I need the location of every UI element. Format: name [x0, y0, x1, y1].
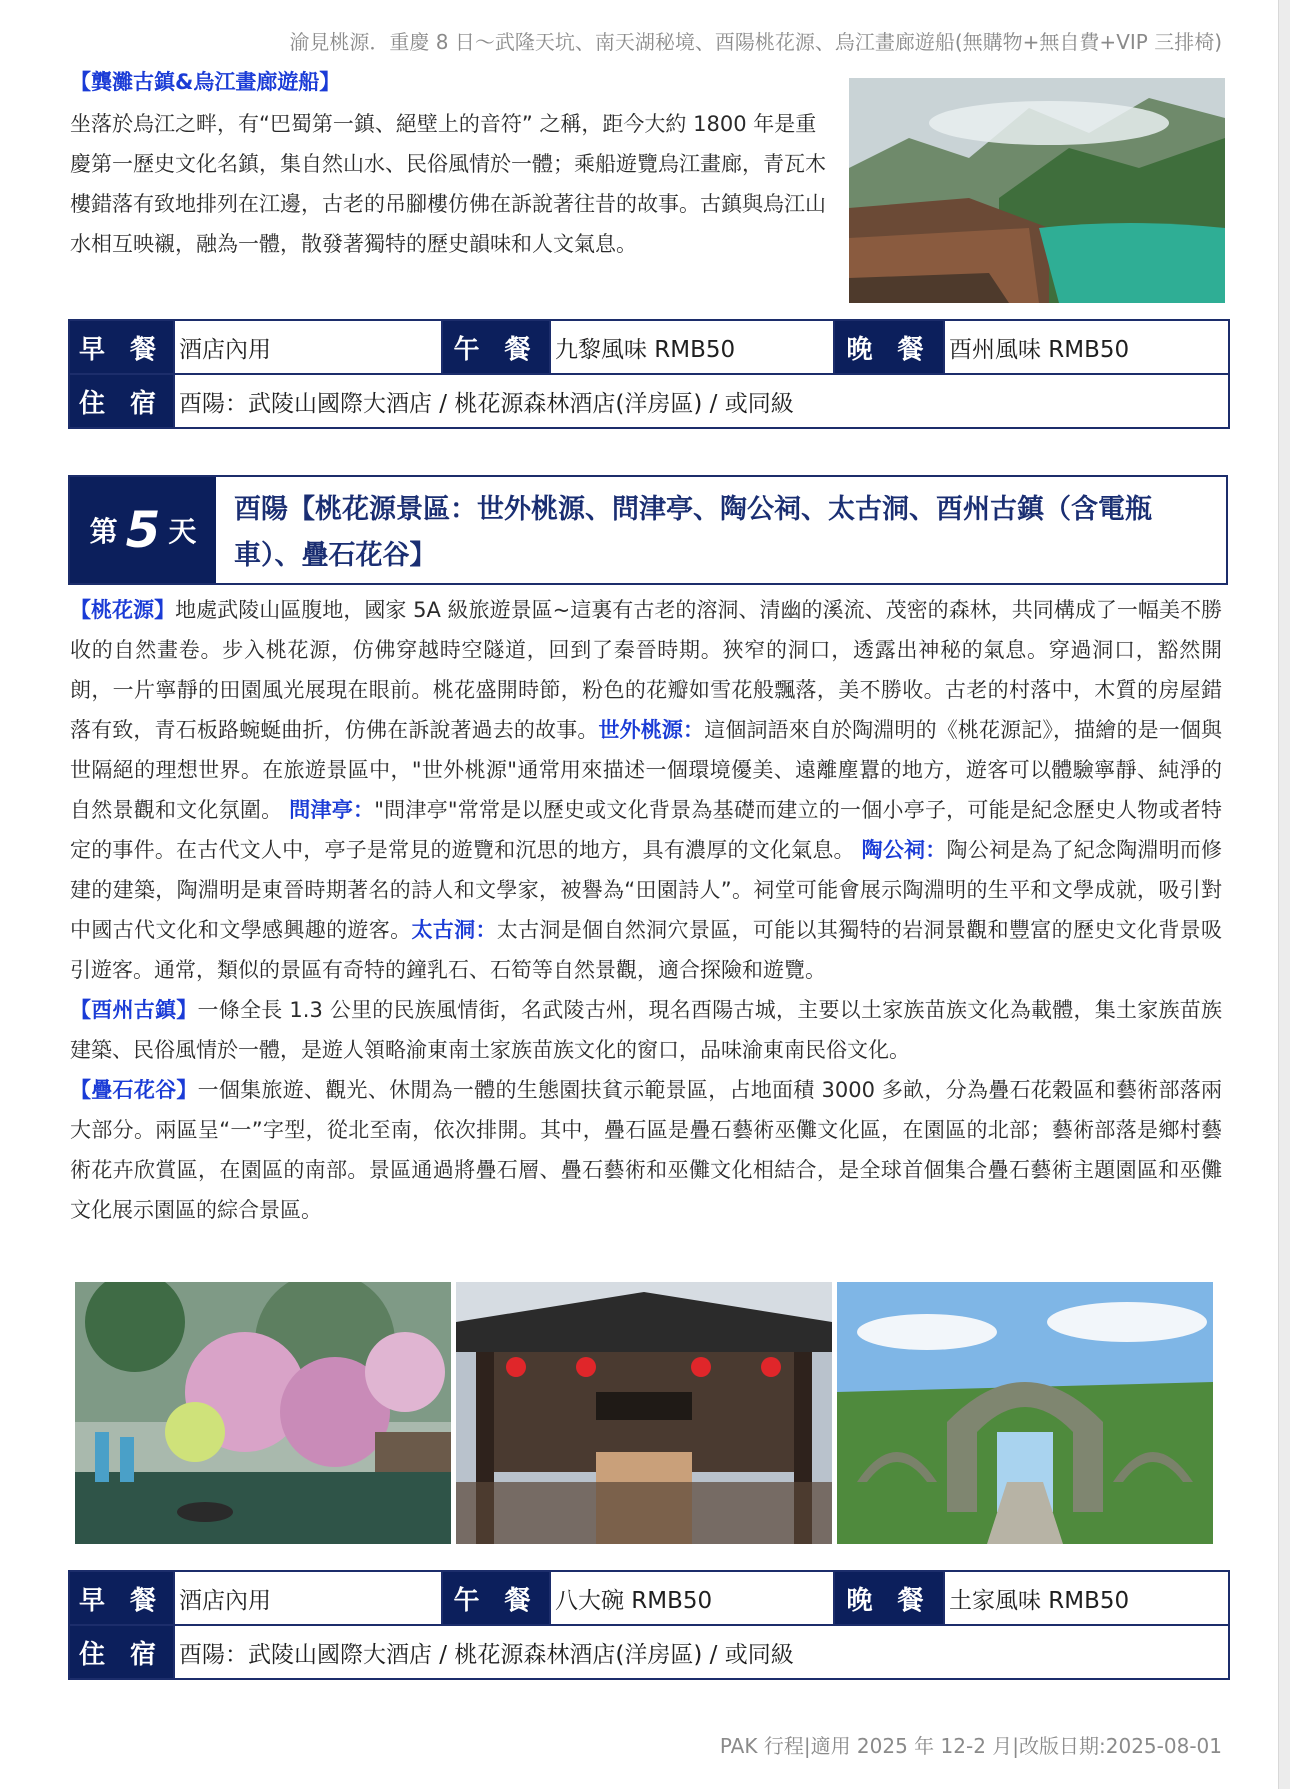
breakfast-value: 酒店內用 — [174, 1571, 442, 1625]
label-youzhou: 【酉州古鎮】 — [70, 998, 198, 1022]
lunch-label: 午 餐 — [442, 320, 550, 374]
label-taogong: 陶公祠： — [861, 838, 947, 862]
section-text-gongtan: 坐落於烏江之畔，有“巴蜀第一鎮、絕壁上的音符” 之稱，距今大約 1800 年是重慶第一歷史文化名鎮，集自然山水、民俗風情於一體；乘船遊覽烏江畫廊，青瓦木樓錯落有致地排列在江邊，古老的吊腳樓仿佛在訴說著往昔的故事。古鎮與烏江山水相互映襯，融為一體，散發著獨特的歷史韻味和人文氣息。 — [70, 112, 826, 256]
text-taohuayuan: 地處武陵山區腹地，國家 5A 級旅遊景區~這裏有古老的溶洞、清幽的溪流、茂密的森林，共同構成了一幅美不勝收的自然畫卷。步入桃花源，仿佛穿越時空隧道，回到了秦晉時期。狹窄的洞口，透露出神秘的氣息。穿過洞口，豁然開朗，一片寧靜的田園風光展現在眼前。桃花盛開時節，粉色的花瓣如雪花般飄落，美不勝收。古老的村落中，木質的房屋錯落有致，青石板路蜿蜒曲折，仿佛在訴說著過去的故事。 — [70, 598, 1222, 742]
page-header: 渝見桃源．重慶 8 日～武隆天坑、南天湖秘境、酉陽桃花源、烏江畫廊遊船(無購物+無自費+VIP 三排椅) — [289, 30, 1222, 54]
label-wenjin: 問津亭： — [289, 798, 375, 822]
day-suffix: 天 — [168, 515, 197, 548]
paragraph-taohuayuan — [70, 590, 1222, 990]
label-taohuayuan: 【桃花源】 — [70, 598, 176, 622]
lodging-value: 酉陽：武陵山國際大酒店 / 桃花源森林酒店(洋房區) / 或同級 — [174, 374, 1229, 428]
day-prefix: 第 — [89, 515, 118, 548]
lunch-label: 午 餐 — [442, 1571, 550, 1625]
page-footer: PAK 行程|適用 2025 年 12-2 月|改版日期:2025-08-01 — [719, 1734, 1222, 1758]
day-badge — [70, 477, 216, 583]
day-number: 5 — [125, 501, 161, 559]
breakfast-value: 酒店內用 — [174, 320, 442, 374]
dinner-label: 晚 餐 — [834, 320, 944, 374]
paragraph-youzhou — [70, 990, 1222, 1070]
dinner-label: 晚 餐 — [834, 1571, 944, 1625]
label-shiwai: 世外桃源： — [598, 718, 705, 742]
label-dieshi: 【疊石花谷】 — [70, 1078, 198, 1102]
photo-peach-blossoms — [75, 1282, 451, 1544]
text-taigu: 太古洞是個自然洞穴景區，可能以其獨特的岩洞景觀和豐富的歷史文化背景吸引遊客。通常，類似的景區有奇特的鐘乳石、石筍等自然景觀，適合探險和遊覽。 — [70, 918, 1223, 982]
dinner-value: 酉州風味 RMB50 — [944, 320, 1229, 374]
text-dieshi: 一個集旅遊、觀光、休閒為一體的生態園扶貧示範景區，占地面積 3000 多畝，分為疊石花穀區和藝術部落兩大部分。兩區呈“一”字型，從北至南，依次排開。其中，疊石區是疊石藝術巫儺文化區，在園區的北部；藝術部落是鄉村藝術花卉欣賞區，在園區的南部。景區通過將疊石層、疊石藝術和巫儺文化相結合，是全球首個集合疊石藝術主題園區和巫儺文化展示園區的綜合景區。 — [70, 1078, 1222, 1222]
lodging-label: 住 宿 — [69, 374, 174, 428]
breakfast-label: 早 餐 — [69, 1571, 174, 1625]
text-wenjin: "問津亭"常常是以歷史或文化背景為基礎而建立的一個小亭子，可能是紀念歷史人物或者特定的事件。在古代文人中，亭子是常見的遊覽和沉思的地方，具有濃厚的文化氣息。 — [70, 798, 1223, 862]
day-title: 酉陽【桃花源景區：世外桃源、問津亭、陶公祠、太古洞、酉州古鎮（含電瓶車）、疊石花谷】 — [234, 494, 1152, 571]
day-description — [70, 590, 1222, 1230]
text-shiwai: 這個詞語來自於陶淵明的《桃花源記》，描繪的是一個與世隔絕的理想世界。在旅遊景區中，"世外桃源"通常用來描述一個環境優美、遠離塵囂的地方，遊客可以體驗寧靜、純淨的自然景觀和文化氛圍。 — [70, 718, 1223, 822]
lunch-value: 九黎風味 RMB50 — [550, 320, 834, 374]
day-header — [68, 475, 1228, 585]
text-youzhou: 一條全長 1.3 公里的民族風情街，名武陵古州，現名酉陽古城，主要以土家族苗族文化為載體，集土家族苗族建築、民俗風情於一體，是遊人領略渝東南土家族苗族文化的窗口，品味渝東南民俗文化。 — [70, 998, 1222, 1062]
photo-gongtan-town — [849, 78, 1225, 303]
meal-table-day5 — [68, 1570, 1230, 1680]
section-heading-gongtan: 【龔灘古鎮&烏江畫廊遊船】 — [70, 70, 341, 94]
lunch-value: 八大碗 RMB50 — [550, 1571, 834, 1625]
photo-youzhou-gate — [456, 1282, 832, 1544]
meal-table-day4 — [68, 319, 1230, 429]
lodging-label: 住 宿 — [69, 1625, 174, 1679]
lodging-value: 酉陽：武陵山國際大酒店 / 桃花源森林酒店(洋房區) / 或同級 — [174, 1625, 1229, 1679]
label-taigu: 太古洞： — [411, 918, 497, 942]
paragraph-dieshi — [70, 1070, 1222, 1230]
dinner-value: 土家風味 RMB50 — [944, 1571, 1229, 1625]
text-taogong: 陶公祠是為了紀念陶淵明而修建的建築，陶淵明是東晉時期著名的詩人和文學家，被譽為“田園詩人”。祠堂可能會展示陶淵明的生平和文學成就，吸引對中國古代文化和文學感興趣的遊客。 — [70, 838, 1222, 942]
photo-dieshi-arches — [837, 1282, 1213, 1544]
breakfast-label: 早 餐 — [69, 320, 174, 374]
